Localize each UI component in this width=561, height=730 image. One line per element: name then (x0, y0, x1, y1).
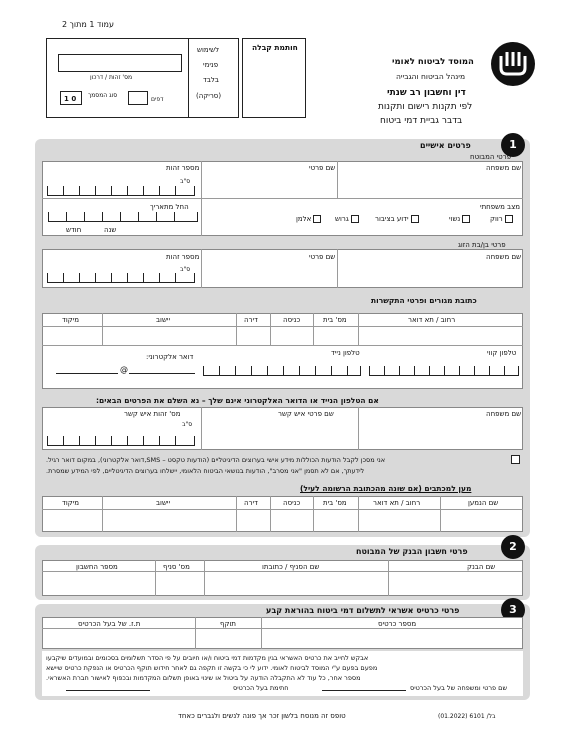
consent-checkbox[interactable] (511, 455, 520, 464)
landline-label: טלפון קווי (487, 349, 517, 357)
contact-id-input[interactable] (47, 436, 195, 446)
pages-box[interactable] (128, 91, 148, 105)
internal-use-label-3: בלבד (203, 76, 219, 84)
section-3-title: פרטי כרטיס אשראי לתשלום דמי ביטוח בהוראת קבע (266, 606, 460, 615)
common-law-checkbox[interactable] (411, 215, 419, 223)
authorization-line-1: אבקש לחייב את כרטיס האשראי בגין מקדמות דמי ביטוח ו/או חיובים על פי הסדר תשלומים בסכומים ובמועדים שיקבעו (46, 654, 369, 662)
internal-use-label-4: (סריקה) (196, 92, 222, 100)
branch-name-input[interactable] (205, 572, 387, 595)
year-label: שנה (104, 226, 117, 234)
address-row-line (42, 345, 523, 346)
mail-entrance-input[interactable] (271, 510, 312, 531)
insured-col-divider-3 (201, 198, 202, 236)
form-title-2: לפי תקנות רישום ותקנות (378, 102, 473, 112)
spouse-heading: פרטי בן/בת הזוג (458, 241, 506, 249)
first-name-label: שם פרטי (309, 164, 336, 172)
org-division: מינהל הביטוח והגבייה (396, 72, 466, 81)
spouse-first-name-label: שם פרטי (309, 253, 336, 261)
section-1-badge: 1 (501, 133, 525, 157)
pages-label: דפים (151, 96, 164, 103)
widowed-checkbox[interactable] (313, 215, 321, 223)
married-checkbox[interactable] (462, 215, 470, 223)
city-input[interactable] (103, 327, 235, 344)
email-label: דואר אלקטרוני: (146, 353, 194, 361)
month-label: חודש (66, 226, 82, 234)
holder-id-input[interactable] (43, 629, 194, 648)
apartment-label: דירה (244, 316, 258, 324)
city-label: יישוב (156, 316, 171, 324)
status-common-law[interactable]: ידוע בציבור (375, 215, 419, 223)
mail-zip-label: מיקוד (62, 499, 80, 507)
street-label: רחוב / תא דואר (408, 316, 456, 324)
id-number-label: מספר זהות (166, 164, 200, 172)
section-2-badge: 2 (501, 535, 525, 559)
single-checkbox[interactable] (505, 215, 513, 223)
mail-zip-input[interactable] (43, 510, 101, 531)
internal-use-label-1: לשימוש (197, 46, 220, 54)
mail-house-no-label: מס' בית (323, 499, 347, 507)
branch-no-label: מס' סניף (163, 563, 190, 571)
bank-name-label: שם הבנק (467, 563, 496, 571)
form-title-3: בדבר גביית דמי ביטוח (380, 116, 463, 126)
contact-first-name-label: שם פרטי איש קשר (278, 410, 334, 418)
zip-label: מיקוד (62, 316, 80, 324)
office-id-input[interactable] (58, 54, 182, 72)
holder-family-input[interactable] (322, 690, 406, 691)
bank-name-input[interactable] (389, 572, 522, 595)
email-input-domain[interactable] (56, 373, 118, 374)
mail-street-label: רחוב / תא דואר (373, 499, 421, 507)
email-input-local[interactable] (129, 373, 195, 374)
spouse-last-name-label: שם משפחה (486, 253, 522, 261)
email-at-sign: @ (120, 365, 128, 374)
section-2-title: פרטי חשבון הבנק של המבוטח (356, 547, 468, 556)
holder-signature-label: חתימת בעל הכרטיס (233, 684, 289, 692)
address-heading: כתובת מגורים ופרטי התקשרות (371, 296, 477, 305)
branch-name-label: שם הסניף / כתובתו (262, 563, 320, 571)
consent-line-1: אני מסכן לקבל הודעות הכוללות מידע אישי בערוצים הדיגיטליים (הודעות טקסט – SMS,דואר אלקטרוני), במקום דואר רגיל. (46, 456, 386, 464)
street-input[interactable] (359, 327, 522, 344)
divorced-checkbox[interactable] (351, 215, 359, 223)
contact-id-label: מס' זהות איש קשר (124, 410, 181, 418)
start-date-input[interactable] (48, 212, 198, 222)
authorization-line-3: מספר אחר, כל עוד לא התקבלה הודעה על ביטול או שינוי באופן תשלום המקדמות ובכפוף לאישור חברת האשראי. (46, 674, 361, 682)
first-name-input[interactable] (202, 172, 336, 197)
bituach-leumi-logo (491, 42, 535, 86)
status-widowed[interactable]: אלמן (296, 215, 321, 223)
holder-signature-input[interactable] (66, 690, 150, 691)
receipt-stamp-title: חותמת קבלה (252, 43, 298, 52)
status-divorced[interactable]: גרוש (335, 215, 359, 223)
mobile-input[interactable] (203, 366, 361, 376)
page-counter: עמוד 1 מתוך 2 (62, 20, 114, 29)
spouse-first-name-input[interactable] (202, 261, 336, 287)
mail-street-input[interactable] (359, 510, 439, 531)
gender-note: טופס זה מנוסח בלשון זכר אך פונה לנשים ולגברים כאחד (178, 712, 346, 720)
check-digit-label: ס"ב (180, 178, 191, 185)
entrance-input[interactable] (271, 327, 312, 344)
apartment-input[interactable] (237, 327, 269, 344)
office-id-label: מס' זהות / דרכון (90, 74, 133, 81)
contact-last-name-label: שם משפחה (486, 410, 522, 418)
recipient-label: שם הנמען (468, 499, 499, 507)
house-no-label: מס' בית (323, 316, 347, 324)
marital-status-label: מצב משפחתי (480, 203, 521, 211)
mail-city-input[interactable] (103, 510, 235, 531)
spouse-id-input[interactable] (47, 273, 195, 283)
recipient-input[interactable] (441, 510, 522, 531)
contact-first-name-input[interactable] (202, 418, 357, 449)
branch-no-input[interactable] (156, 572, 203, 595)
org-name: המוסד לביטוח לאומי (392, 57, 474, 67)
last-name-input[interactable] (338, 172, 522, 197)
account-no-label: מספר החשבון (76, 563, 118, 571)
insured-row-divider (42, 198, 523, 199)
start-date-label: החל מתאריך (150, 203, 189, 211)
authorization-line-2: מפעם בפעם ע"י המוסד לביטוח לאומי. ידוע לי כי בקשה זו תקפה גם לאחר חידוש תוקף הכרטיס או הנפקת כרטיס שיישא (46, 664, 378, 672)
insured-heading: פרטי המבוטח (470, 153, 512, 161)
mail-apartment-label: דירה (244, 499, 258, 507)
validity-input[interactable] (196, 629, 260, 648)
mail-apartment-input[interactable] (237, 510, 269, 531)
contact-last-name-input[interactable] (359, 418, 522, 449)
account-no-input[interactable] (43, 572, 154, 595)
contact-heading: אם הטלפון הנייד או הדואר האלקטרוני אינם שלך – נא השלם את הפרטים הבאים: (96, 396, 379, 405)
spouse-id-label: מספר זהות (166, 253, 200, 261)
spouse-last-name-input[interactable] (338, 261, 522, 287)
mobile-label: טלפון נייד (331, 349, 360, 357)
internal-use-divider (188, 38, 189, 118)
card-number-label: מספר כרטיס (378, 620, 417, 628)
mail-city-label: יישוב (156, 499, 171, 507)
holder-id-label: ת.ז. של בעל הכרטיס (78, 620, 141, 628)
id-number-input[interactable] (47, 186, 195, 196)
mail-entrance-label: כניסה (283, 499, 301, 507)
holder-family-label: שם פרטי ומשפחה של בעל הכרטיס (410, 684, 508, 692)
doc-type-value: 0 1 (64, 95, 77, 103)
zip-input[interactable] (43, 327, 101, 344)
status-single[interactable]: רווק (490, 215, 513, 223)
mail-heading: מען למכתבים (אם שונה מהכתובת הרשומה לעיל) (300, 484, 472, 493)
mail-house-no-input[interactable] (314, 510, 357, 531)
contact-check-digit-label: ס"ב (182, 421, 193, 428)
consent-line-2: לידעתך, אם לא תסמן "אני מסרב", הודעות בנושאי הביטוח הלאומי, יישלחו בערוצים הדיגיטליים, לפי המידע שמסרת. (46, 467, 365, 475)
card-number-input[interactable] (262, 629, 522, 648)
section-1-title: פרטים אישיים (420, 141, 471, 150)
status-married[interactable]: נשוי (449, 215, 470, 223)
spouse-check-digit-label: ס"ב (180, 266, 191, 273)
internal-use-label-2: פנימי (203, 61, 219, 69)
address-box (42, 313, 523, 389)
last-name-label: שם משפחה (486, 164, 522, 172)
form-code: בל/ 6101 (01.2022) (438, 713, 496, 720)
validity-label: תוקף (220, 620, 236, 628)
section-3-badge: 3 (501, 598, 525, 622)
form-title-1: דין וחשבון רב שנתי (387, 88, 466, 98)
house-no-input[interactable] (314, 327, 357, 344)
entrance-label: כניסה (283, 316, 301, 324)
doc-type-label: סוג המסמך (88, 92, 118, 99)
landline-input[interactable] (369, 366, 519, 376)
